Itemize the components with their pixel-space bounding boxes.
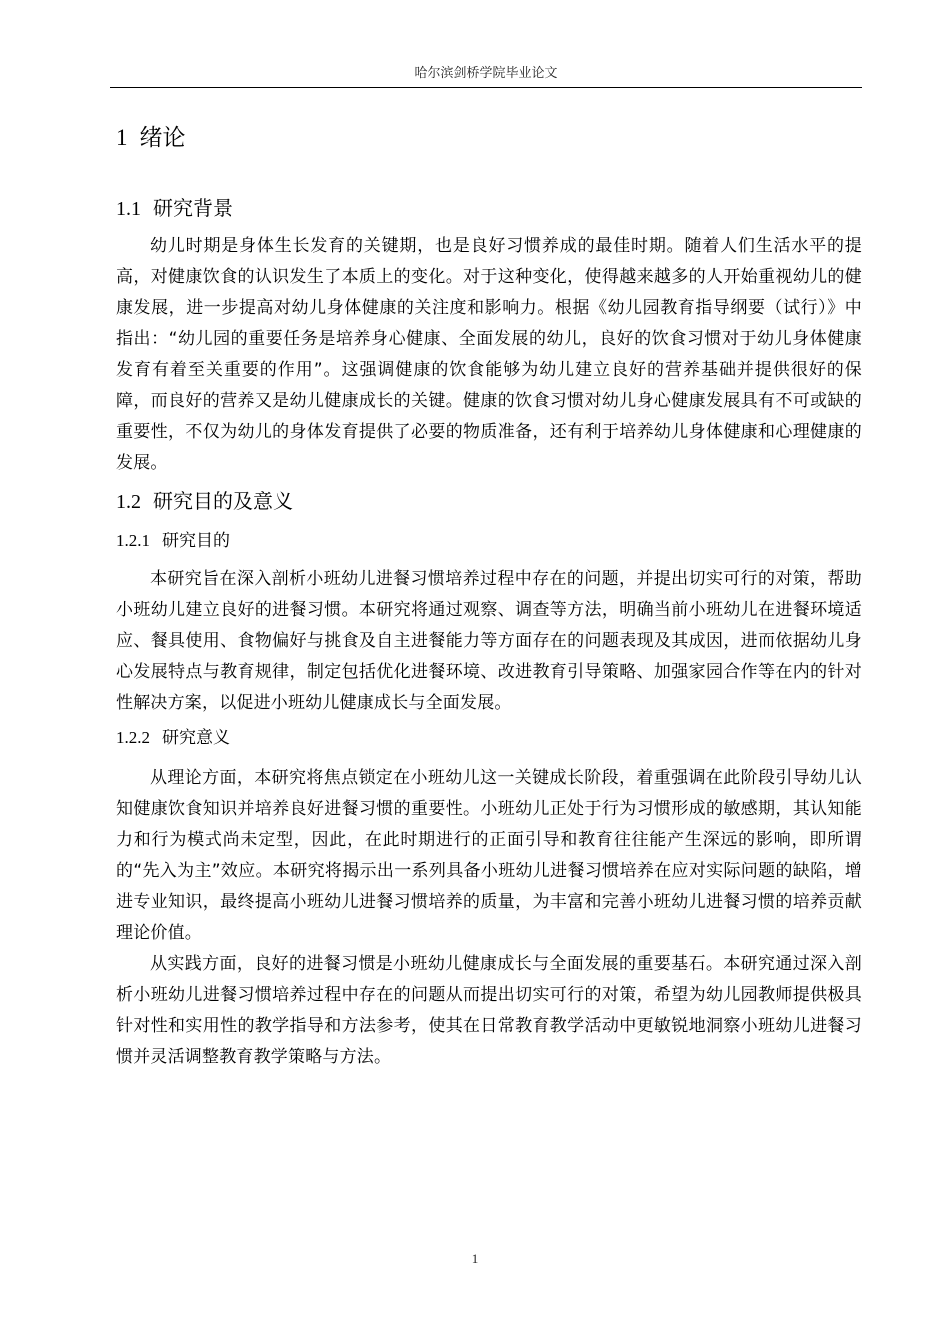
page-number: 1 (471, 1251, 479, 1266)
paragraph-significance-practice: 从实践方面，良好的进餐习惯是小班幼儿健康成长与全面发展的重要基石。本研究通过深入剖析小班幼儿进餐习惯培养过程中存在的问题从而提出切实可行的对策，希望为幼儿园教师提供极具针对性和实用性的教学指导和方法参考，使其在日常教育教学活动中更敏锐地洞察小班幼儿进餐习惯并灵活调整教育教学策略与方法。 (116, 954, 862, 1067)
section-1-2-2-heading (116, 725, 862, 751)
paragraph-background: 幼儿时期是身体生长发育的关键期，也是良好习惯养成的最佳时期。随着人们生活水平的提高，对健康饮食的认识发生了本质上的变化。对于这种变化，使得越来越多的人开始重视幼儿的健康发展，进一步提高对幼儿身体健康的关注度和影响力。根据《幼儿园教育指导纲要（试行）》中指出：“幼儿园的重要任务是培养身心健康、全面发展的幼儿，良好的饮食习惯对于幼儿身体健康发育有着至关重要的作用”。这强调健康的饮食能够为幼儿建立良好的营养基础并提供很好的保障，而良好的营养又是幼儿健康成长的关键。健康的饮食习惯对幼儿身心健康发展具有不可或缺的重要性，不仅为幼儿的身体发育提供了必要的物质准备，还有利于培养幼儿身体健康和心理健康的发展。 (116, 236, 862, 473)
section-1-1-heading (116, 194, 862, 223)
section-1-2-2-number: 1.2.2 (116, 728, 150, 747)
section-1-1-number: 1.1 (116, 198, 141, 220)
spacer (116, 162, 862, 194)
header-rule (110, 87, 862, 88)
section-1-2-2-title: 研究意义 (162, 728, 230, 748)
spacer (116, 554, 862, 564)
section-1-2-1-heading (116, 528, 862, 554)
section-1-2-1-number: 1.2.1 (116, 531, 150, 550)
spacer (116, 516, 862, 528)
running-header: 哈尔滨剑桥学院毕业论文 (414, 66, 558, 81)
spacer (116, 223, 862, 231)
section-1-2-number: 1.2 (116, 491, 141, 513)
chapter-heading (116, 122, 862, 162)
paragraph-significance-theory: 从理论方面，本研究将焦点锁定在小班幼儿这一关键成长阶段，着重强调在此阶段引导幼儿认知健康饮食知识并培养良好进餐习惯的重要性。小班幼儿正处于行为习惯形成的敏感期，其认知能力和行为模式尚未定型，因此，在此时期进行的正面引导和教育往往能产生深远的影响，即所谓的“先入为主”效应。本研究将揭示出一系列具备小班幼儿进餐习惯培养在应对实际问题的缺陷，增进专业知识，最终提高小班幼儿进餐习惯培养的质量，为丰富和完善小班幼儿进餐习惯的培养贡献理论价值。 (116, 768, 862, 943)
spacer (116, 479, 862, 487)
section-1-2-1-title: 研究目的 (162, 531, 230, 551)
paragraph-purpose: 本研究旨在深入剖析小班幼儿进餐习惯培养过程中存在的问题，并提出切实可行的对策，帮助小班幼儿建立良好的进餐习惯。本研究将通过观察、调查等方法，明确当前小班幼儿在进餐环境适应、餐具使用、食物偏好与挑食及自主进餐能力等方面存在的问题表现及其成因，进而依据幼儿身心发展特点与教育规律，制定包括优化进餐环境、改进教育引导策略、加强家园合作等在内的针对性解决方案，以促进小班幼儿健康成长与全面发展。 (116, 569, 862, 713)
section-1-2-title: 研究目的及意义 (153, 489, 293, 513)
page-content (116, 122, 862, 1073)
chapter-title: 绪论 (139, 125, 186, 151)
chapter-number: 1 (116, 125, 128, 150)
section-1-2-heading (116, 487, 862, 516)
spacer (116, 751, 862, 763)
section-1-1-title: 研究背景 (153, 196, 233, 220)
